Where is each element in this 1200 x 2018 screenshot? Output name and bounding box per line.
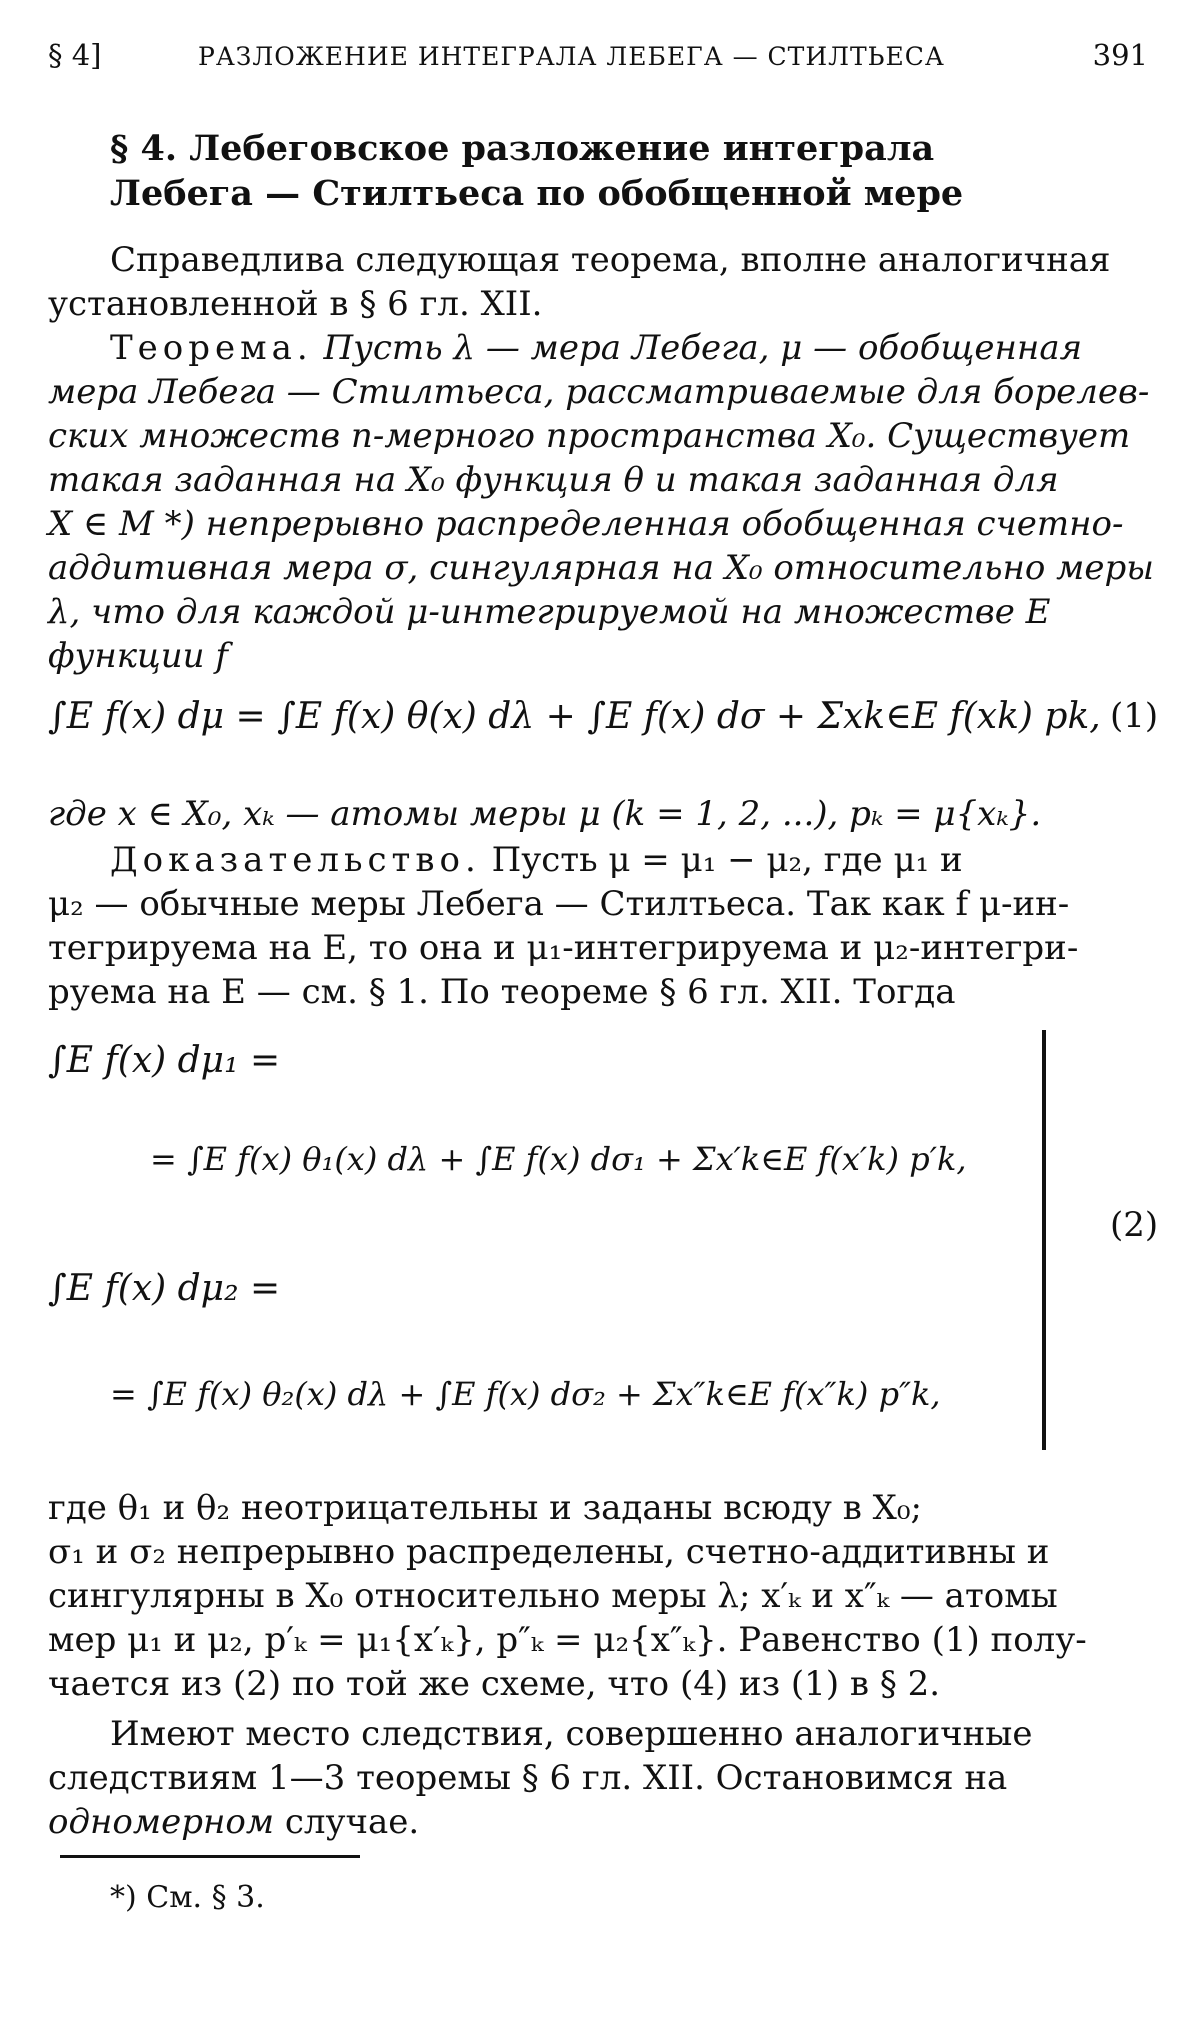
closing-italic-word: одномерном: [48, 1802, 275, 1842]
proof-line2: μ₂ — обычные меры Лебега — Стилтьеса. Так как f μ-ин-: [48, 884, 1070, 924]
theorem-line5: X ∈ M *) непрерывно распределенная обобщенная счетно-: [48, 504, 1124, 544]
after-eq2-line1: где θ₁ и θ₂ неотрицательны и заданы всюду в X₀;: [48, 1488, 922, 1528]
footnote-rule: [60, 1855, 360, 1858]
closing-rest: случае.: [274, 1802, 420, 1842]
theorem-line3: ских множеств n-мерного пространства X₀. Существует: [48, 416, 1131, 456]
theorem-label: Теорема.: [110, 328, 313, 368]
equation-2b-rhs: = ∫E f(x) θ₂(x) dλ + ∫E f(x) dσ₂ + Σx″k∈E f(x″k) p″k,: [110, 1375, 941, 1413]
section-heading-line1: § 4. Лебеговское разложение интеграла: [110, 128, 935, 169]
theorem-line2: мера Лебега — Стилтьеса, рассматриваемые для борелев-: [48, 372, 1150, 412]
proof-text1: Пусть μ = μ₁ − μ₂, где μ₁ и: [491, 840, 963, 880]
footnote: *) См. § 3.: [110, 1880, 265, 1915]
theorem-line1: [110, 328, 1148, 368]
equation-2b-lhs: ∫E f(x) dμ₂ =: [48, 1268, 281, 1309]
intro-line1: Справедлива следующая теорема, вполне аналогичная: [110, 240, 1111, 280]
theorem-line7: λ, что для каждой μ-интегрируемой на множестве E: [48, 592, 1051, 632]
after-eq2-line3: сингулярны в X₀ относительно меры λ; x′ₖ и x″ₖ — атомы: [48, 1576, 1058, 1616]
theorem-text1: Пусть λ — мера Лебега, μ — обобщенная: [323, 328, 1083, 368]
equation-1: ∫E f(x) dμ = ∫E f(x) θ(x) dλ + ∫E f(x) dσ + Σxk∈E f(xk) pk,: [48, 696, 1101, 737]
after-eq2-line4: мер μ₁ и μ₂, p′ₖ = μ₁{x′ₖ}, p″ₖ = μ₂{x″ₖ}. Равенство (1) полу-: [48, 1620, 1087, 1660]
header-section: § 4]: [48, 38, 102, 72]
closing-line1: Имеют место следствия, совершенно аналогичные: [110, 1714, 1033, 1754]
after-eq2-line2: σ₁ и σ₂ непрерывно распределены, счетно-аддитивны и: [48, 1532, 1050, 1572]
running-header: [48, 38, 1148, 88]
proof-line1: [110, 840, 1148, 880]
proof-line3: тегрируема на E, то она и μ₁-интегрируема и μ₂-интегри-: [48, 928, 1079, 968]
page-number: 391: [1092, 38, 1148, 72]
section-heading-line2: Лебега — Стилтьеса по обобщенной мере: [110, 173, 964, 214]
header-title: РАЗЛОЖЕНИЕ ИНТЕГРАЛА ЛЕБЕГА — СТИЛТЬЕСА: [198, 42, 945, 71]
after-eq2-line5: чается из (2) по той же схеме, что (4) из (1) в § 2.: [48, 1664, 941, 1704]
closing-line3: [48, 1802, 1148, 1842]
equation-2-brace: [1028, 1030, 1046, 1450]
proof-label: Доказательство.: [110, 840, 481, 880]
theorem-line8: функции f: [48, 636, 228, 676]
theorem-line6: аддитивная мера σ, сингулярная на X₀ относительно меры: [48, 548, 1154, 588]
intro-line2: установленной в § 6 гл. XII.: [48, 284, 543, 324]
after-eq1-line: где x ∈ X₀, xₖ — атомы меры μ (k = 1, 2, ...), pₖ = μ{xₖ}.: [48, 794, 1042, 834]
equation-2-number: (2): [1110, 1205, 1159, 1245]
equation-2a-lhs: ∫E f(x) dμ₁ =: [48, 1040, 281, 1081]
closing-line2: следствиям 1—3 теоремы § 6 гл. XII. Остановимся на: [48, 1758, 1008, 1798]
equation-1-number: (1): [1110, 696, 1159, 736]
equation-2a-rhs: = ∫E f(x) θ₁(x) dλ + ∫E f(x) dσ₁ + Σx′k∈E f(x′k) p′k,: [150, 1140, 967, 1178]
theorem-line4: такая заданная на X₀ функция θ и такая заданная для: [48, 460, 1059, 500]
proof-line4: руема на E — см. § 1. По теореме § 6 гл. XII. Тогда: [48, 972, 956, 1012]
